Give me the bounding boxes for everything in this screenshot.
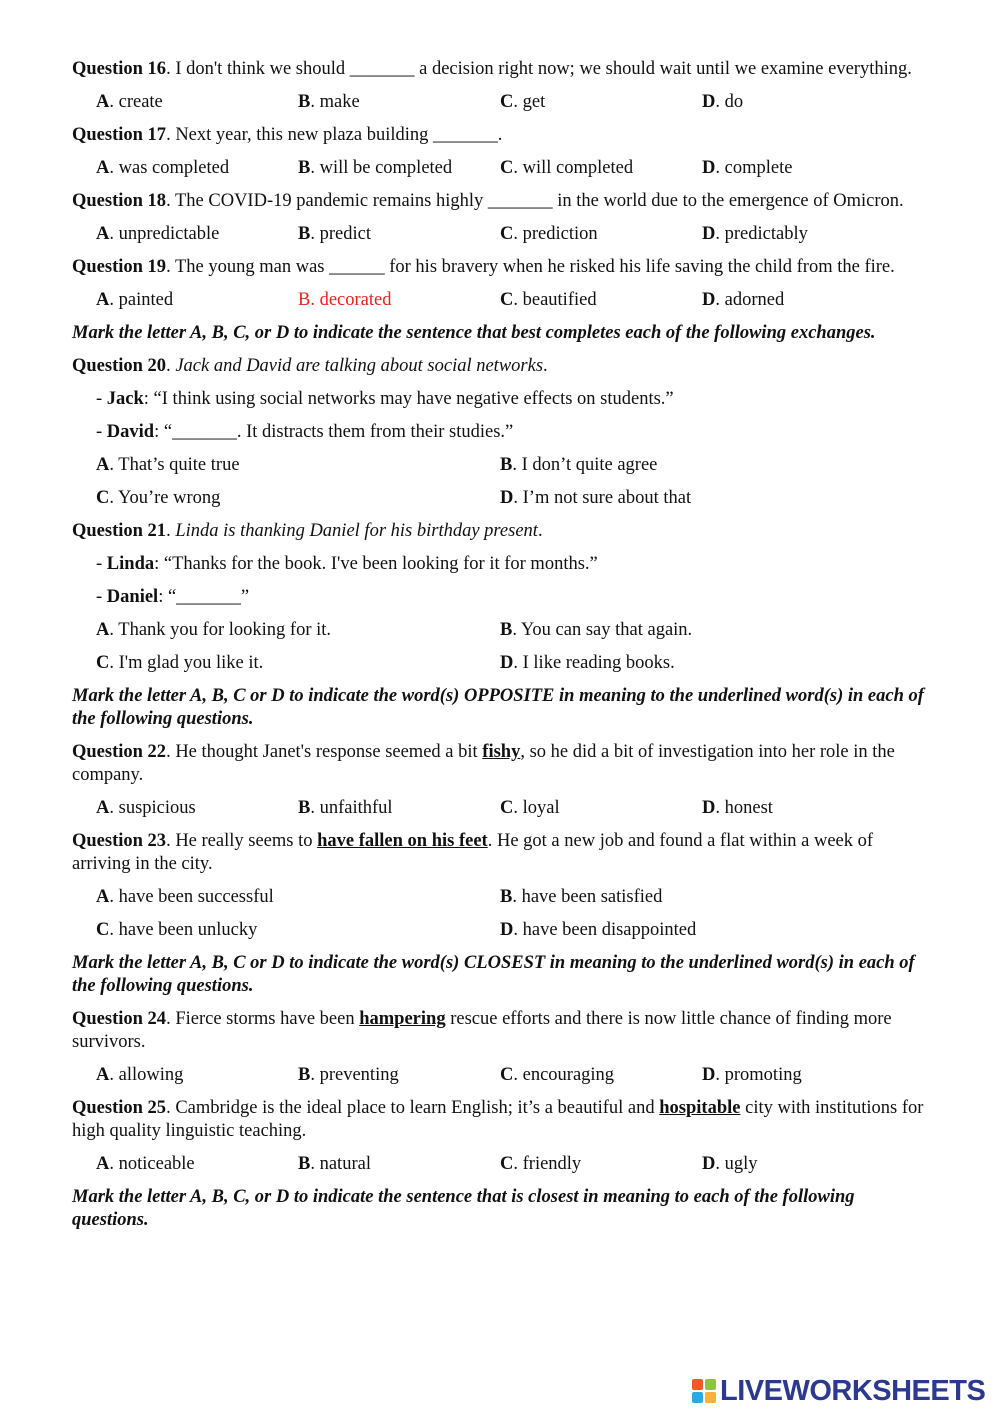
logo-square <box>692 1379 703 1390</box>
options-17 <box>96 157 932 180</box>
section-instruction-opposite: Mark the letter A, B, C or D to indicate the word(s) OPPOSITE in meaning to the underlined word(s) in each of the following questions. <box>72 686 924 729</box>
option-b[interactable]: B. I don’t quite agree <box>500 455 658 475</box>
question-stem: . I don't think we should _______ a decision right now; we should wait until we examine everything. <box>166 59 912 79</box>
section-instruction-closest: Mark the letter A, B, C or D to indicate the word(s) CLOSEST in meaning to the underlined word(s) in each of the following questions. <box>72 953 915 996</box>
question-stem: . The COVID-19 pandemic remains highly _______ in the world due to the emergence of Omicron. <box>166 191 904 211</box>
option-d[interactable]: D. honest <box>702 798 773 818</box>
option-c[interactable]: C. prediction <box>500 224 598 244</box>
option-d[interactable]: D. adorned <box>702 290 785 310</box>
option-d[interactable]: D. ugly <box>702 1154 758 1174</box>
question-stem: . The young man was ______ for his bravery when he risked his life saving the child from the fire. <box>166 257 895 277</box>
question-16 <box>72 58 932 81</box>
section-instruction-exchanges: Mark the letter A, B, C, or D to indicate the sentence that best completes each of the following exchanges. <box>72 323 876 343</box>
option-c[interactable]: C. get <box>500 92 546 112</box>
question-stem: . Next year, this new plaza building _______. <box>166 125 503 145</box>
options-20-row1 <box>96 454 932 477</box>
underlined-word: hampering <box>359 1009 446 1029</box>
logo-square <box>705 1379 716 1390</box>
question-20: Question 20. Jack and David are talking about social networks. <box>72 356 548 376</box>
option-c[interactable]: C. loyal <box>500 798 560 818</box>
logo-square <box>705 1392 716 1403</box>
option-d[interactable]: D. I’m not sure about that <box>500 488 692 508</box>
option-a[interactable]: A. have been successful <box>96 887 274 907</box>
options-22 <box>96 797 932 820</box>
option-c[interactable]: C. encouraging <box>500 1065 615 1085</box>
section-instruction-closest-sentence: Mark the letter A, B, C, or D to indicate the sentence that is closest in meaning to each of the following questions. <box>72 1187 855 1230</box>
option-a[interactable]: A. That’s quite true <box>96 455 240 475</box>
options-18 <box>96 223 932 246</box>
question-19 <box>72 256 932 279</box>
options-21-row2 <box>96 652 932 675</box>
dialogue-line: - Linda: “Thanks for the book. I've been looking for it for months.” <box>96 554 598 574</box>
options-16 <box>96 91 932 114</box>
option-c[interactable]: C. I'm glad you like it. <box>96 653 264 673</box>
option-d[interactable]: D. promoting <box>702 1065 802 1085</box>
brand-name: LIVEWORKSHEETS <box>720 1374 986 1407</box>
question-label: Question 18 <box>72 191 167 211</box>
option-c[interactable]: C. have been unlucky <box>96 920 258 940</box>
option-c[interactable]: C. friendly <box>500 1154 582 1174</box>
option-b[interactable]: B. make <box>298 92 360 112</box>
underlined-word: fishy <box>482 742 521 762</box>
question-label: Question 20 <box>72 356 167 376</box>
option-d[interactable]: D. predictably <box>702 224 808 244</box>
option-d[interactable]: D. I like reading books. <box>500 653 675 673</box>
option-a[interactable]: A. unpredictable <box>96 224 220 244</box>
option-b[interactable]: B. You can say that again. <box>500 620 693 640</box>
option-d[interactable]: D. complete <box>702 158 793 178</box>
options-19 <box>96 289 932 312</box>
options-20-row2 <box>96 487 932 510</box>
question-label: Question 25 <box>72 1098 167 1118</box>
options-23-row1 <box>96 886 932 909</box>
option-b[interactable]: B. preventing <box>298 1065 399 1085</box>
options-23-row2 <box>96 919 932 942</box>
option-c[interactable]: C. will completed <box>500 158 634 178</box>
option-a[interactable]: A. was completed <box>96 158 230 178</box>
option-b[interactable]: B. have been satisfied <box>500 887 663 907</box>
underlined-word: hospitable <box>659 1098 741 1118</box>
option-b[interactable]: B. unfaithful <box>298 798 393 818</box>
question-label: Question 23 <box>72 831 167 851</box>
question-24: Question 24. Fierce storms have been hampering rescue efforts and there is now little chance of finding more survivors. <box>72 1009 892 1052</box>
question-21: Question 21. Linda is thanking Daniel for his birthday present. <box>72 521 543 541</box>
question-context: Linda is thanking Daniel for his birthday present <box>175 521 538 541</box>
option-b[interactable]: B. predict <box>298 224 371 244</box>
question-23: Question 23. He really seems to have fallen on his feet. He got a new job and found a flat within a week of arriving in the city. <box>72 831 874 874</box>
option-a[interactable]: A. painted <box>96 290 174 310</box>
question-label: Question 22 <box>72 742 167 762</box>
question-22: Question 22. He thought Janet's response seemed a bit fishy, so he did a bit of investigation into her role in the company. <box>72 742 895 785</box>
question-label: Question 17 <box>72 125 167 145</box>
option-b[interactable]: B. natural <box>298 1154 371 1174</box>
option-c[interactable]: C. You’re wrong <box>96 488 221 508</box>
liveworksheets-brand[interactable] <box>692 1374 992 1408</box>
logo-square <box>692 1392 703 1403</box>
option-c[interactable]: C. beautified <box>500 290 597 310</box>
options-25 <box>96 1153 932 1176</box>
dialogue-line: - Jack: “I think using social networks may have negative effects on students.” <box>96 389 674 409</box>
option-b[interactable]: B. will be completed <box>298 158 453 178</box>
option-b-selected[interactable]: B. decorated <box>298 290 392 310</box>
question-label: Question 16 <box>72 59 167 79</box>
option-d[interactable]: D. have been disappointed <box>500 920 697 940</box>
options-21-row1 <box>96 619 932 642</box>
question-context: Jack and David are talking about social networks <box>175 356 544 376</box>
question-18 <box>72 190 932 213</box>
question-25: Question 25. Cambridge is the ideal place to learn English; it’s a beautiful and hospitable city with institutions for high quality linguistic teaching. <box>72 1098 924 1141</box>
option-a[interactable]: A. Thank you for looking for it. <box>96 620 332 640</box>
question-label: Question 21 <box>72 521 167 541</box>
worksheet-page <box>72 58 932 1242</box>
options-24 <box>96 1064 932 1087</box>
option-d[interactable]: D. do <box>702 92 744 112</box>
question-label: Question 24 <box>72 1009 167 1029</box>
dialogue-line: - David: “_______. It distracts them from their studies.” <box>96 422 514 442</box>
liveworksheets-logo-icon <box>692 1379 716 1403</box>
underlined-word: have fallen on his feet <box>317 831 488 851</box>
question-17 <box>72 124 932 147</box>
question-label: Question 19 <box>72 257 167 277</box>
option-a[interactable]: A. suspicious <box>96 798 196 818</box>
dialogue-line: - Daniel: “_______” <box>96 587 250 607</box>
option-a[interactable]: A. noticeable <box>96 1154 195 1174</box>
option-a[interactable]: A. allowing <box>96 1065 184 1085</box>
option-a[interactable]: A. create <box>96 92 163 112</box>
